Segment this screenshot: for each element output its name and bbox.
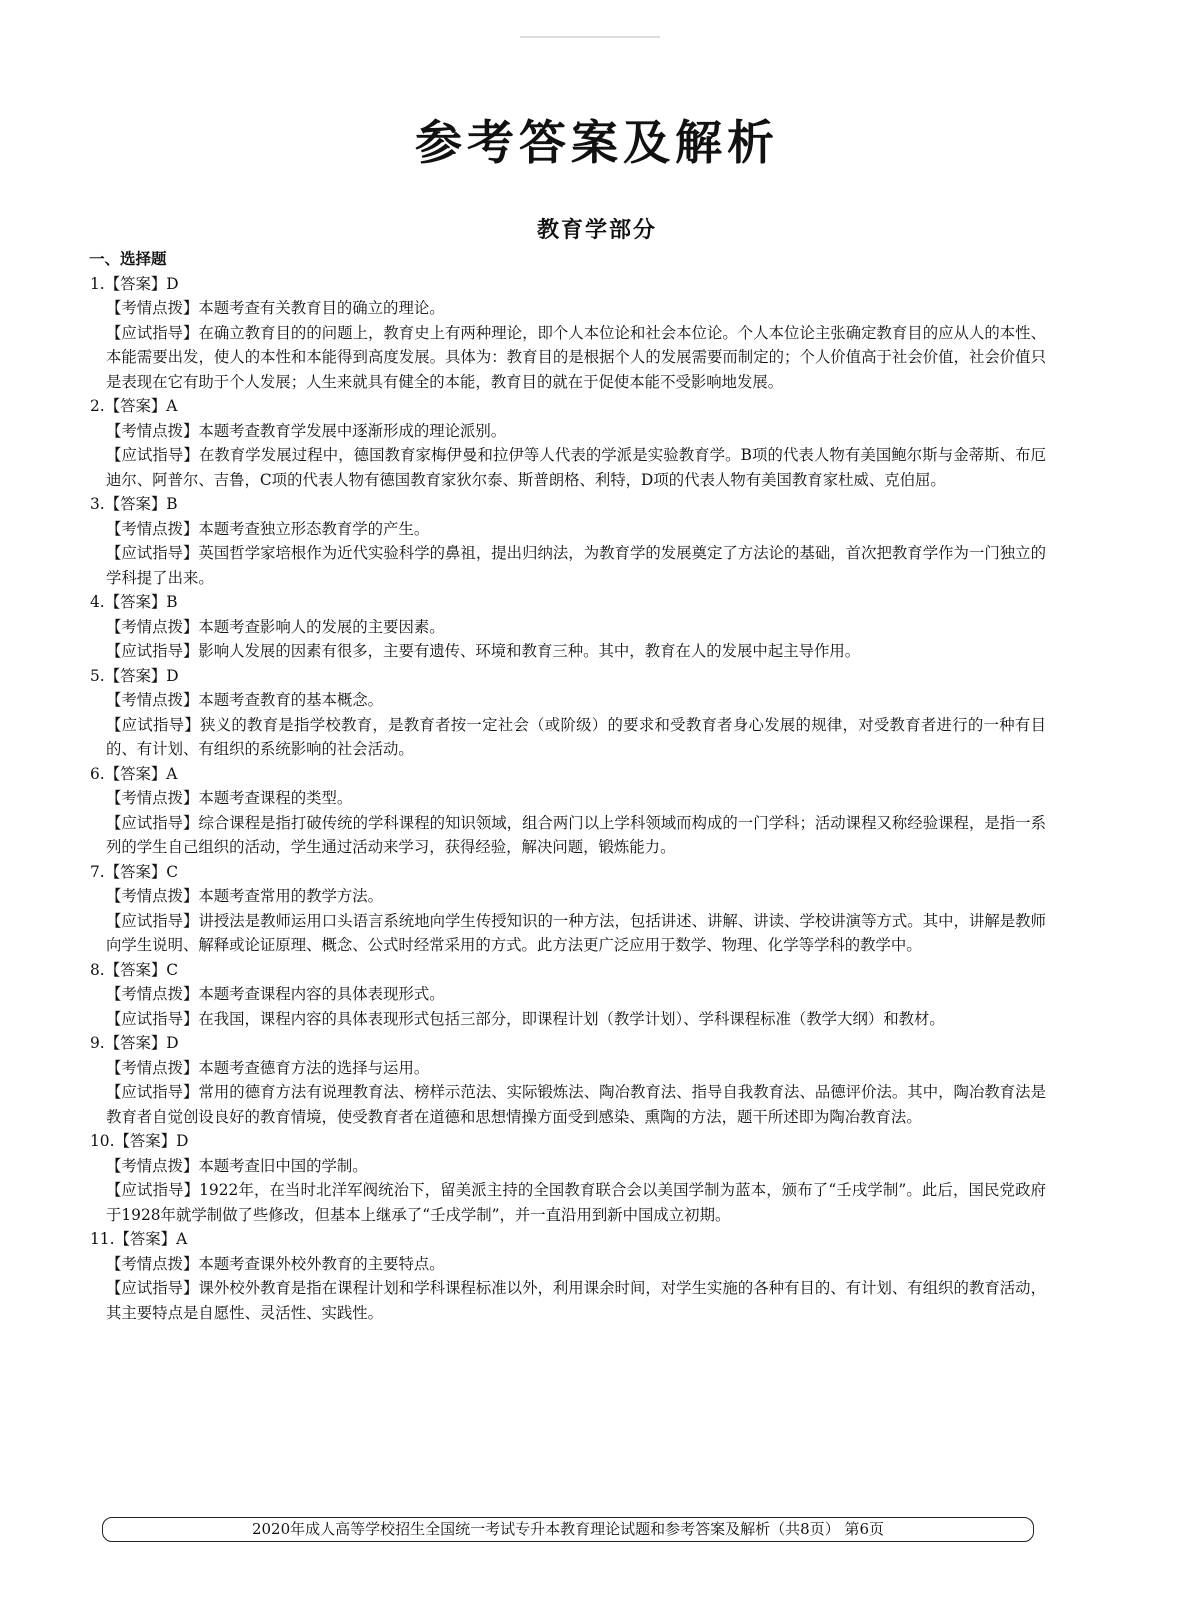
- guide-paragraph: [90, 811, 1046, 860]
- answer-value: D: [176, 1132, 189, 1150]
- answer-label: 【答案】: [104, 274, 167, 293]
- section-heading: 一、选择题: [89, 250, 167, 268]
- point-text: 本题考查德育方法的选择与运用。: [198, 1058, 430, 1077]
- guide-paragraph: [90, 1080, 1046, 1129]
- answer-line: [90, 492, 1046, 517]
- point-label: 【考情点拨】: [106, 617, 199, 636]
- answer-line: [90, 590, 1046, 615]
- item-number: 1.: [90, 274, 105, 293]
- point-line: [90, 1154, 1046, 1179]
- item-number: 6.: [90, 764, 105, 783]
- point-label: 【考情点拨】: [106, 887, 199, 905]
- answer-item: [90, 492, 1046, 590]
- guide-paragraph: [90, 321, 1046, 395]
- point-label: 【考情点拨】: [106, 789, 199, 807]
- point-text: 本题考查常用的教学方法。: [198, 887, 384, 905]
- answer-item: [90, 590, 1046, 664]
- item-number: 11.: [90, 1230, 115, 1248]
- answer-label: 【答案】: [104, 495, 167, 513]
- answer-line: [90, 664, 1046, 689]
- point-line: [90, 296, 1046, 321]
- guide-text: 狭义的教育是指学校教育，是教育者按一定社会（或阶级）的要求和受教育者身心发展的规律，对受教育者进行的一种有目的、有计划、有组织的系统影响的社会活动。: [106, 715, 1046, 758]
- answer-item: [90, 664, 1046, 762]
- guide-paragraph: [90, 909, 1046, 958]
- item-number: 4.: [90, 593, 105, 611]
- point-text: 本题考查旧中国的学制。: [198, 1156, 368, 1175]
- answer-value: C: [166, 960, 179, 979]
- answer-line: [90, 958, 1046, 983]
- answer-label: 【答案】: [114, 1230, 177, 1248]
- item-number: 7.: [90, 862, 105, 881]
- point-text: 本题考查有关教育目的确立的理论。: [198, 299, 445, 317]
- item-number: 2.: [90, 397, 105, 415]
- answer-label: 【答案】: [104, 862, 167, 881]
- guide-label: 【应试指导】: [106, 813, 199, 832]
- point-text: 本题考查独立形态教育学的产生。: [198, 519, 430, 538]
- answer-label: 【答案】: [104, 764, 167, 783]
- answer-item: [90, 1031, 1046, 1129]
- item-number: 3.: [90, 495, 105, 513]
- point-label: 【考情点拨】: [106, 985, 199, 1003]
- answer-value: A: [166, 764, 178, 783]
- answer-item: [90, 1227, 1046, 1325]
- section-subtitle: 教育学部分: [536, 218, 657, 243]
- answer-value: D: [166, 1034, 179, 1052]
- answer-label: 【答案】: [104, 666, 167, 685]
- scan-artifact-line: [520, 36, 660, 38]
- point-line: [90, 786, 1046, 811]
- answer-line: [90, 394, 1046, 419]
- item-number: 5.: [90, 666, 105, 685]
- guide-text: 英国哲学家培根作为近代实验科学的鼻祖，提出归纳法，为教育学的发展奠定了方法论的基础，首次把教育学作为一门独立的学科提了出来。: [106, 544, 1046, 587]
- guide-label: 【应试指导】: [106, 1279, 199, 1297]
- point-label: 【考情点拨】: [106, 421, 199, 440]
- answer-list: [90, 272, 1046, 1326]
- answer-label: 【答案】: [104, 397, 167, 415]
- guide-text: 在确立教育目的的问题上，教育史上有两种理论，即个人本位论和社会本位论。个人本位论主张确定教育目的应从人的本性、本能需要出发，使人的本性和本能得到高度发展。具体为：教育目的是根据个人的发展需要而制定的；个人价值高于社会价值，社会价值只是表现在它有助于个人发展；人生来就具有健全的本能，教育目的就在于促使本能不受影响地发展。: [106, 323, 1046, 391]
- point-label: 【考情点拨】: [106, 1058, 199, 1077]
- point-text: 本题考查课外校外教育的主要特点。: [198, 1254, 445, 1273]
- answer-label: 【答案】: [114, 1132, 177, 1150]
- guide-label: 【应试指导】: [106, 715, 201, 734]
- item-number: 9.: [90, 1034, 105, 1052]
- point-text: 本题考查课程的类型。: [198, 789, 353, 807]
- guide-label: 【应试指导】: [106, 323, 199, 342]
- point-text: 本题考查教育的基本概念。: [198, 691, 384, 709]
- guide-text: 综合课程是指打破传统的学科课程的知识领域，组合两门以上学科领域而构成的一门学科；活动课程又称经验课程，是指一系列的学生自己组织的活动，学生通过活动来学习，获得经验，解决问题，锻炼能力。: [106, 813, 1046, 856]
- guide-paragraph: [90, 639, 1046, 664]
- guide-label: 【应试指导】: [106, 642, 199, 660]
- guide-label: 【应试指导】: [106, 911, 199, 930]
- point-label: 【考情点拨】: [106, 519, 199, 538]
- point-label: 【考情点拨】: [106, 299, 199, 317]
- answer-line: [90, 1129, 1046, 1154]
- guide-text: 讲授法是教师运用口头语言系统地向学生传授知识的一种方法，包括讲述、讲解、讲读、学校讲演等方式。其中，讲解是教师向学生说明、解释或论证原理、概念、公式时经常采用的方式。此方法更广泛应用于数学、物理、化学等学科的教学中。: [106, 911, 1046, 954]
- guide-label: 【应试指导】: [106, 1181, 200, 1199]
- point-text: 本题考查课程内容的具体表现形式。: [198, 985, 445, 1003]
- point-line: [90, 884, 1046, 909]
- point-line: [90, 615, 1046, 640]
- answer-value: D: [166, 666, 179, 685]
- answer-label: 【答案】: [104, 960, 167, 979]
- guide-paragraph: [90, 713, 1046, 762]
- answer-item: [90, 394, 1046, 492]
- answer-item: [90, 860, 1046, 958]
- page-title: 参考答案及解析: [415, 116, 779, 171]
- answer-item: [90, 1129, 1046, 1227]
- answer-line: [90, 1227, 1046, 1252]
- answer-value: B: [166, 495, 178, 513]
- answer-line: [90, 1031, 1046, 1056]
- guide-text: 课外校外教育是指在课程计划和学科课程标准以外，利用课余时间，对学生实施的各种有目的、有计划、有组织的教育活动，其主要特点是自愿性、灵活性、实践性。: [106, 1279, 1046, 1322]
- answer-label: 【答案】: [104, 593, 167, 611]
- guide-text: 影响人发展的因素有很多，主要有遗传、环境和教育三种。其中，教育在人的发展中起主导作用。: [198, 642, 861, 660]
- answer-item: [90, 272, 1046, 395]
- answer-value: A: [176, 1230, 188, 1248]
- answer-item: [90, 958, 1046, 1032]
- guide-label: 【应试指导】: [106, 1083, 199, 1101]
- guide-text: 1922年，在当时北洋军阀统治下，留美派主持的全国教育联合会以美国学制为蓝本，颁布了“壬戌学制”。此后，国民党政府于1928年就学制做了些修改，但基本上继承了“壬戌学制”，并一直沿用到新中国成立初期。: [106, 1181, 1046, 1224]
- point-line: [90, 517, 1046, 542]
- answer-value: D: [166, 274, 179, 293]
- answer-line: [90, 272, 1046, 297]
- guide-text: 在我国，课程内容的具体表现形式包括三部分，即课程计划（教学计划）、学科课程标准（教学大纲）和教材。: [198, 1009, 945, 1028]
- answer-value: C: [166, 862, 179, 881]
- answer-item: [90, 762, 1046, 860]
- point-line: [90, 982, 1046, 1007]
- guide-paragraph: [90, 443, 1046, 492]
- guide-paragraph: [90, 541, 1046, 590]
- guide-label: 【应试指导】: [106, 1009, 199, 1028]
- answer-line: [90, 762, 1046, 787]
- point-text: 本题考查影响人的发展的主要因素。: [198, 617, 445, 636]
- guide-paragraph: [90, 1007, 1046, 1032]
- page-footer: 2020年成人高等学校招生全国统一考试专升本教育理论试题和参考答案及解析（共8页） 第6页: [102, 1517, 1034, 1542]
- answer-label: 【答案】: [104, 1034, 167, 1052]
- answers-content: [90, 247, 1046, 1325]
- point-line: [90, 419, 1046, 444]
- guide-paragraph: [90, 1276, 1046, 1325]
- point-line: [90, 1252, 1046, 1277]
- guide-label: 【应试指导】: [106, 446, 199, 464]
- point-line: [90, 688, 1046, 713]
- answer-value: B: [166, 593, 178, 611]
- guide-paragraph: [90, 1178, 1046, 1227]
- item-number: 10.: [90, 1132, 115, 1150]
- guide-label: 【应试指导】: [106, 544, 199, 562]
- point-label: 【考情点拨】: [106, 1254, 199, 1273]
- guide-text: 在教育学发展过程中，德国教育家梅伊曼和拉伊等人代表的学派是实验教育学。B项的代表人物有美国鲍尔斯与金蒂斯、布厄迪尔、阿普尔、吉鲁，C项的代表人物有德国教育家狄尔泰、斯普朗格、利特，D项的代表人物有美国教育家杜威、克伯屈。: [106, 446, 1046, 489]
- answer-value: A: [166, 397, 178, 415]
- point-text: 本题考查教育学发展中逐渐形成的理论派别。: [198, 421, 507, 440]
- guide-text: 常用的德育方法有说理教育法、榜样示范法、实际锻炼法、陶冶教育法、指导自我教育法、品德评价法。其中，陶冶教育法是教育者自觉创设良好的教育情境，使受教育者在道德和思想情操方面受到感染、熏陶的方法，题干所述即为陶冶教育法。: [106, 1083, 1046, 1126]
- point-label: 【考情点拨】: [106, 1156, 199, 1175]
- answer-line: [90, 860, 1046, 885]
- point-line: [90, 1056, 1046, 1081]
- point-label: 【考情点拨】: [106, 691, 199, 709]
- item-number: 8.: [90, 960, 105, 979]
